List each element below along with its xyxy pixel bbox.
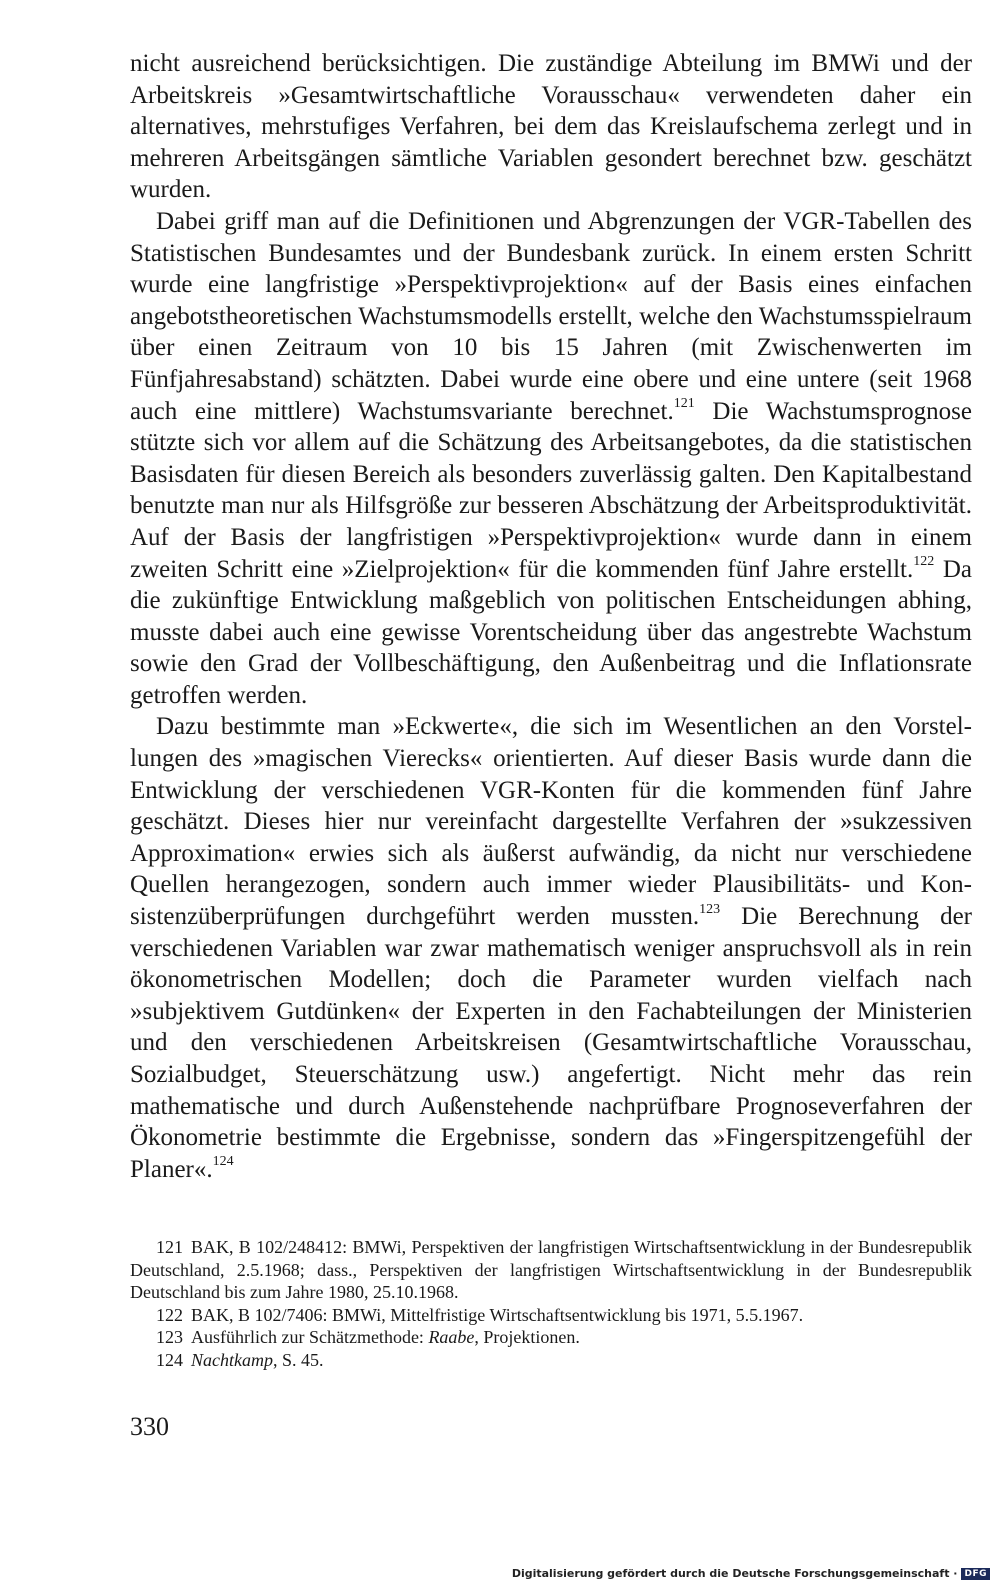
page-number: 330 bbox=[130, 1412, 169, 1441]
paragraph bbox=[130, 206, 972, 712]
footnote bbox=[130, 1326, 972, 1349]
text-run: Da die zukünftige Entwicklung maßgeblich von politischen Entscheidungen abhing, musste dabei auch eine gewisse Vorentscheidung über das angestrebte Wachstum sowie den Grad der Vollbeschäftigung, den Außenbeitrag und die Inflationsrate getroffen werden. bbox=[130, 555, 972, 709]
italic-text: Nachtkamp bbox=[191, 1349, 273, 1370]
footnote-ref: 122 bbox=[913, 554, 935, 570]
main-text bbox=[130, 48, 972, 1185]
text-run: BAK, B 102/248412: BMWi, Perspektiven der langfristigen Wirtschaftsentwicklung in der Bundesrepublik Deutschland, 2.5.1968; dass., Perspektiven der langfristigen Wirtschaftsentwicklung in der Bundesrepublik Deutschland bis zum Jahre 1980, 25.10.1968. bbox=[130, 1237, 972, 1302]
text-run: nicht ausreichend berücksichtigen. Die zuständige Abteilung im BMWi und der Arbeitskreis »Gesamtwirtschaftliche Vorausschau« verwendeten daher ein alternatives, mehrstufiges Verfahren, bei dem das Kreislaufschema zerlegt und in mehreren Arbeitsgängen sämtliche Variablen gesondert berechnet bzw. geschätzt wurden. bbox=[130, 50, 972, 204]
footnote-ref: 124 bbox=[212, 1154, 234, 1170]
paragraph bbox=[130, 48, 972, 206]
digitization-banner-text: Digitalisierung gefördert durch die Deutsche Forschungsgemeinschaft · bbox=[511, 1567, 958, 1580]
text-run: BAK, B 102/7406: BMWi, Mittelfristige Wirtschaftsentwicklung bis 1971, 5.5.1967. bbox=[191, 1304, 804, 1325]
text-run: Ausführlich zur Schätzmethode: bbox=[191, 1327, 429, 1347]
text-run: Die Wachstumsprognose stützte sich vor allem auf die Schätzung des Arbeitsangebotes, da die statistischen Basisdaten für diesen Bereich als besonders zuverlässig galten. Den Kapitalbestand benutzte man nur als Hilfsgröße zur besseren Abschätzung der Arbeitsproduktivität. Auf der Basis der langfristigen »Perspektivprojektion« wurde dann in einem zweiten Schritt eine »Zielprojektion« für die kommenden fünf Jahre erstellt. bbox=[130, 397, 973, 583]
footnote-number: 124 bbox=[156, 1349, 183, 1370]
text-run: Dazu bestimmte man »Eckwerte«, die sich im Wesentlichen an den Vorstellungen des »magischen Vierecks« orientierten. Auf dieser Basis wurde dann die Entwicklung der verschiedenen VGR-Konten für die kommenden fünf Jahre geschätzt. Dieses hier nur vereinfacht dargestellte Verfahren der »sukzessiven Approximation« erwies sich als äußerst aufwändig, da nicht nur verschiedene Quellen herangezogen, sondern auch immer wieder Plausibilitäts- und Konsistenzüberprüfungen durchgeführt werden mussten. bbox=[130, 713, 972, 931]
footnote-number: 123 bbox=[156, 1327, 183, 1347]
footnote-ref: 121 bbox=[673, 396, 695, 412]
text-run: Die Berechnung der verschiedenen Variablen war zwar mathematisch weniger anspruchsvoll als in rein ökonometrischen Modellen; doch die Parameter wurden vielfach nach »subjektivem Gutdünken« der Experten in den Fachabteilungen der Ministerien und den verschiedenen Arbeitskreisen (Gesamtwirtschaftliche Vorausschau, Sozialbudget, Steuerschätzung usw.) angefertigt. Nicht mehr das rein mathematische und durch Außenstehende nachprüfbare Prognoseverfahren der Ökonometrie bestimmte die Ergebnisse, sondern das »Fingerspitzengefühl der Planer«. bbox=[130, 903, 972, 1183]
footnotes bbox=[130, 1236, 972, 1371]
footnote bbox=[130, 1304, 972, 1327]
footnote-number: 121 bbox=[156, 1237, 183, 1257]
text-run: , Projektionen. bbox=[474, 1327, 580, 1347]
italic-text: Raabe bbox=[428, 1327, 475, 1347]
digitization-banner bbox=[512, 1567, 990, 1580]
footnote-ref: 123 bbox=[699, 901, 721, 917]
text-run: Dabei griff man auf die Definitionen und Abgrenzungen der VGR-Tabellen des Statistischen Bundesamtes und der Bundesbank zurück. In einem ersten Schritt wurde eine langfristige »Perspektivprojektion« auf der Basis eines einfachen angebotstheoretischen Wachstumsmodells erstellt, welche den Wachstumsspielraum über einen Zeitraum von 10 bis 15 Jahren (mit Zwischenwerten im Fünfjahresabstand) schätzten. Dabei wurde eine obere und eine untere (seit 1968 auch eine mittlere) Wachstumsvariante berechnet. bbox=[130, 207, 972, 425]
footnote bbox=[130, 1349, 972, 1372]
footnote bbox=[130, 1236, 972, 1304]
paragraph bbox=[130, 711, 972, 1185]
text-run: , S. 45. bbox=[272, 1349, 324, 1370]
footnote-number: 122 bbox=[156, 1304, 183, 1325]
dfg-logo-icon: DFG bbox=[961, 1568, 990, 1580]
